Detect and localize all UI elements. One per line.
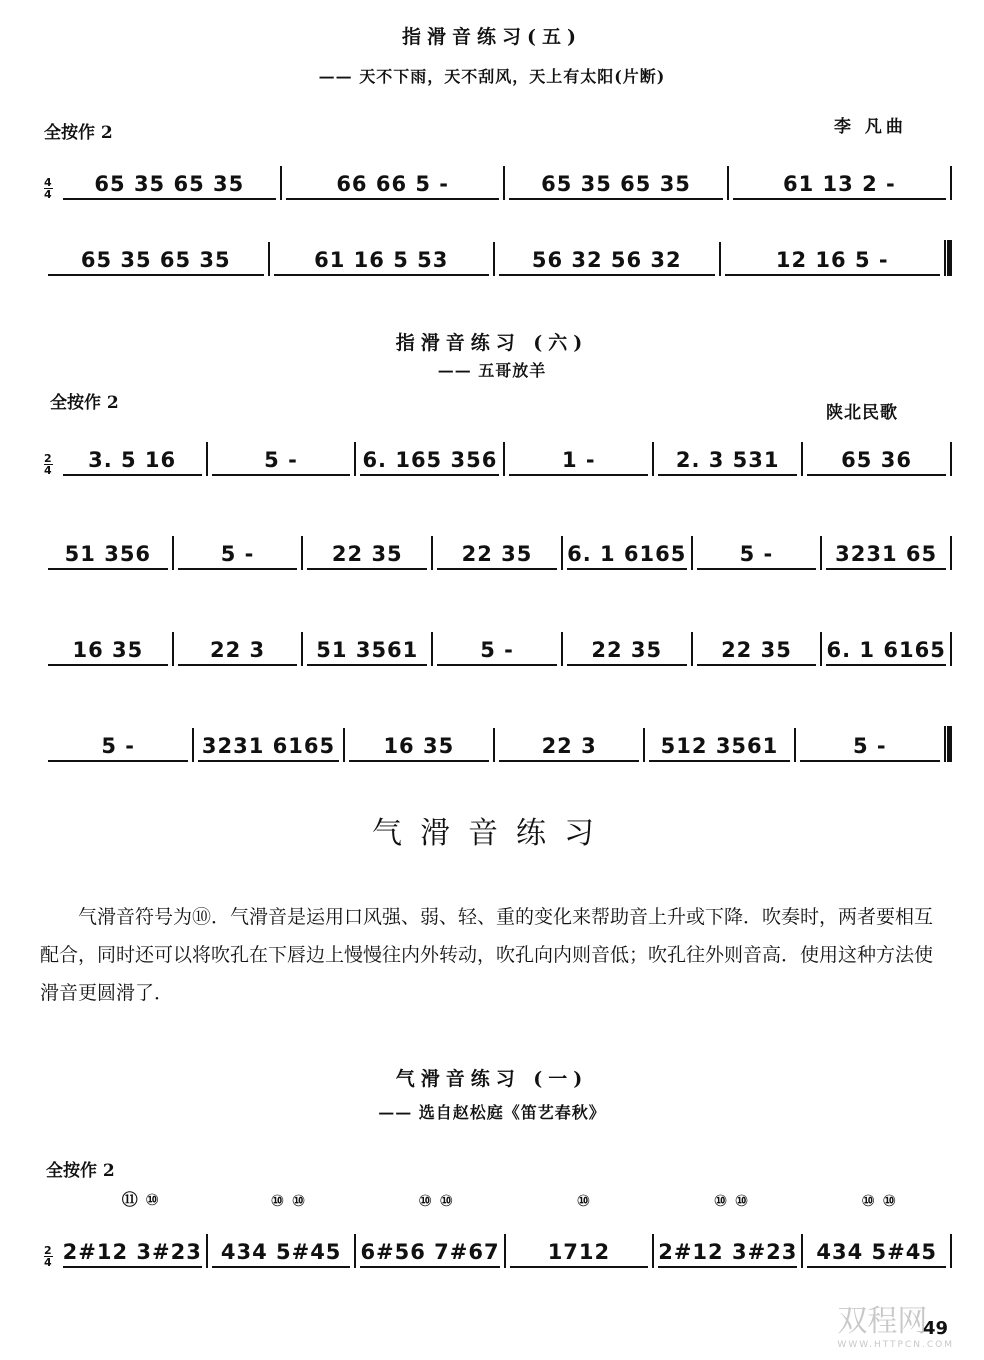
measure: 51 3561 [307, 638, 427, 666]
measure: 65 35 65 35 [48, 248, 264, 276]
barline [280, 166, 282, 200]
measure: 2. 3 531 [658, 448, 797, 476]
measure: 1712 [510, 1240, 649, 1268]
section6-subtitle: —— 五哥放羊 [437, 361, 547, 380]
measure: 16 35 [48, 638, 168, 666]
measure: 3231 6165 [198, 734, 338, 762]
barline [652, 1234, 654, 1268]
barline [493, 242, 495, 276]
barline [561, 536, 563, 570]
barline [950, 166, 952, 200]
measure: 12 16 5 - [725, 248, 941, 276]
section5-staff-line1 [44, 160, 952, 200]
page-number: 49 [922, 1318, 948, 1339]
measure: 5 - [212, 448, 351, 476]
barline [950, 1234, 952, 1268]
barline [950, 632, 952, 666]
barline [301, 536, 303, 570]
barline [206, 442, 208, 476]
barline [801, 442, 803, 476]
section6-staff-line4 [44, 722, 952, 762]
measure: 6. 1 6165 [567, 542, 687, 570]
measure: 22 3 [178, 638, 298, 666]
section-b1-breath-marks [44, 1190, 952, 1212]
section5-key: 全按作 2 [44, 123, 113, 143]
barline [691, 536, 693, 570]
measure: 65 35 65 35 [509, 172, 722, 200]
section5-subtitle: —— 天不下雨，天不刮风，天上有太阳(片断) [318, 67, 666, 86]
measure: 61 13 2 - [733, 172, 946, 200]
final-barline [944, 240, 952, 276]
measure: 5 - [437, 638, 557, 666]
barline [794, 728, 796, 762]
measure: 5 - [800, 734, 940, 762]
barline [727, 166, 729, 200]
breath-mark: ⑪ ⑩ [121, 1190, 160, 1209]
measure: 6. 1 6165 [826, 638, 946, 666]
barline [172, 536, 174, 570]
measure: 66 66 5 - [286, 172, 499, 200]
watermark-text: 双程网 [837, 1304, 928, 1339]
section-b1-staff-line1 [44, 1228, 952, 1268]
measure: 22 35 [307, 542, 427, 570]
measure: 3231 65 [826, 542, 946, 570]
time-signature: 2 4 [44, 452, 53, 477]
watermark-url: WWW.HTTPCN.COM [837, 1340, 954, 1350]
section6-composer: 陕北民歌 [826, 403, 898, 423]
measure: 512 3561 [649, 734, 789, 762]
measure: 5 - [48, 734, 188, 762]
section6-key: 全按作 2 [50, 393, 119, 413]
measure: 434 5#45 [212, 1240, 351, 1268]
measure: 2#12 3#23 [63, 1240, 202, 1268]
breath-mark: ⑩ [576, 1191, 592, 1210]
breath-section-title: 气滑音练习 [372, 816, 612, 851]
breath-mark: ⑩ ⑩ [418, 1191, 455, 1210]
section6-staff-line2 [44, 530, 952, 570]
breath-section-paragraph: 气滑音符号为⑩．气滑音是运用口风强、弱、轻、重的变化来帮助音上升或下降．吹奏时，两者要相互配合，同时还可以将吹孔在下唇边上慢慢往内外转动，吹孔向内则音低；吹孔往外则音高．使用这种方法使滑音更圆滑了． [40, 906, 934, 1004]
measure: 51 356 [48, 542, 168, 570]
barline [503, 442, 505, 476]
measure: 16 35 [349, 734, 489, 762]
breath-mark: ⑩ ⑩ [713, 1191, 750, 1210]
barline [652, 442, 654, 476]
barline [172, 632, 174, 666]
barline [643, 728, 645, 762]
measure: 22 35 [437, 542, 557, 570]
barline [354, 1234, 356, 1268]
measure: 6#56 7#67 [360, 1240, 499, 1268]
section5-title: 指滑音练习(五) [402, 26, 582, 48]
section-b1-title: 气滑音练习 (一) [395, 1068, 589, 1090]
section5-staff-line2 [44, 236, 952, 276]
barline [431, 536, 433, 570]
time-signature: 2 4 [44, 1244, 53, 1269]
section6-title: 指滑音练习 (六) [395, 332, 589, 354]
measure: 3. 5 16 [63, 448, 202, 476]
measure: 56 32 56 32 [499, 248, 715, 276]
time-signature: 4 4 [44, 176, 53, 201]
barline [561, 632, 563, 666]
barline [820, 536, 822, 570]
barline [504, 1234, 506, 1268]
final-barline [944, 726, 952, 762]
measure: 1 - [509, 448, 648, 476]
barline [493, 728, 495, 762]
measure: 22 3 [499, 734, 639, 762]
measure: 434 5#45 [807, 1240, 946, 1268]
barline [301, 632, 303, 666]
barline [503, 166, 505, 200]
section-b1-subtitle: —— 选自赵松庭《笛艺春秋》 [378, 1103, 606, 1122]
measure: 65 35 65 35 [63, 172, 276, 200]
barline [354, 442, 356, 476]
barline [268, 242, 270, 276]
measure: 65 36 [807, 448, 946, 476]
barline [343, 728, 345, 762]
measure: 6. 165 356 [360, 448, 499, 476]
barline [206, 1234, 208, 1268]
section5-composer: 李 凡曲 [834, 117, 907, 137]
measure: 2#12 3#23 [658, 1240, 797, 1268]
barline [431, 632, 433, 666]
section-b1-key: 全按作 2 [46, 1161, 115, 1181]
breath-mark: ⑩ ⑩ [861, 1191, 898, 1210]
measure: 5 - [697, 542, 817, 570]
barline [950, 442, 952, 476]
measure: 22 35 [567, 638, 687, 666]
measure: 5 - [178, 542, 298, 570]
barline [192, 728, 194, 762]
measure: 61 16 5 53 [274, 248, 490, 276]
section6-staff-line1 [44, 436, 952, 476]
barline [801, 1234, 803, 1268]
breath-mark: ⑩ ⑩ [270, 1191, 307, 1210]
barline [691, 632, 693, 666]
measure: 22 35 [697, 638, 817, 666]
barline [820, 632, 822, 666]
section6-staff-line3 [44, 626, 952, 666]
barline [719, 242, 721, 276]
barline [950, 536, 952, 570]
